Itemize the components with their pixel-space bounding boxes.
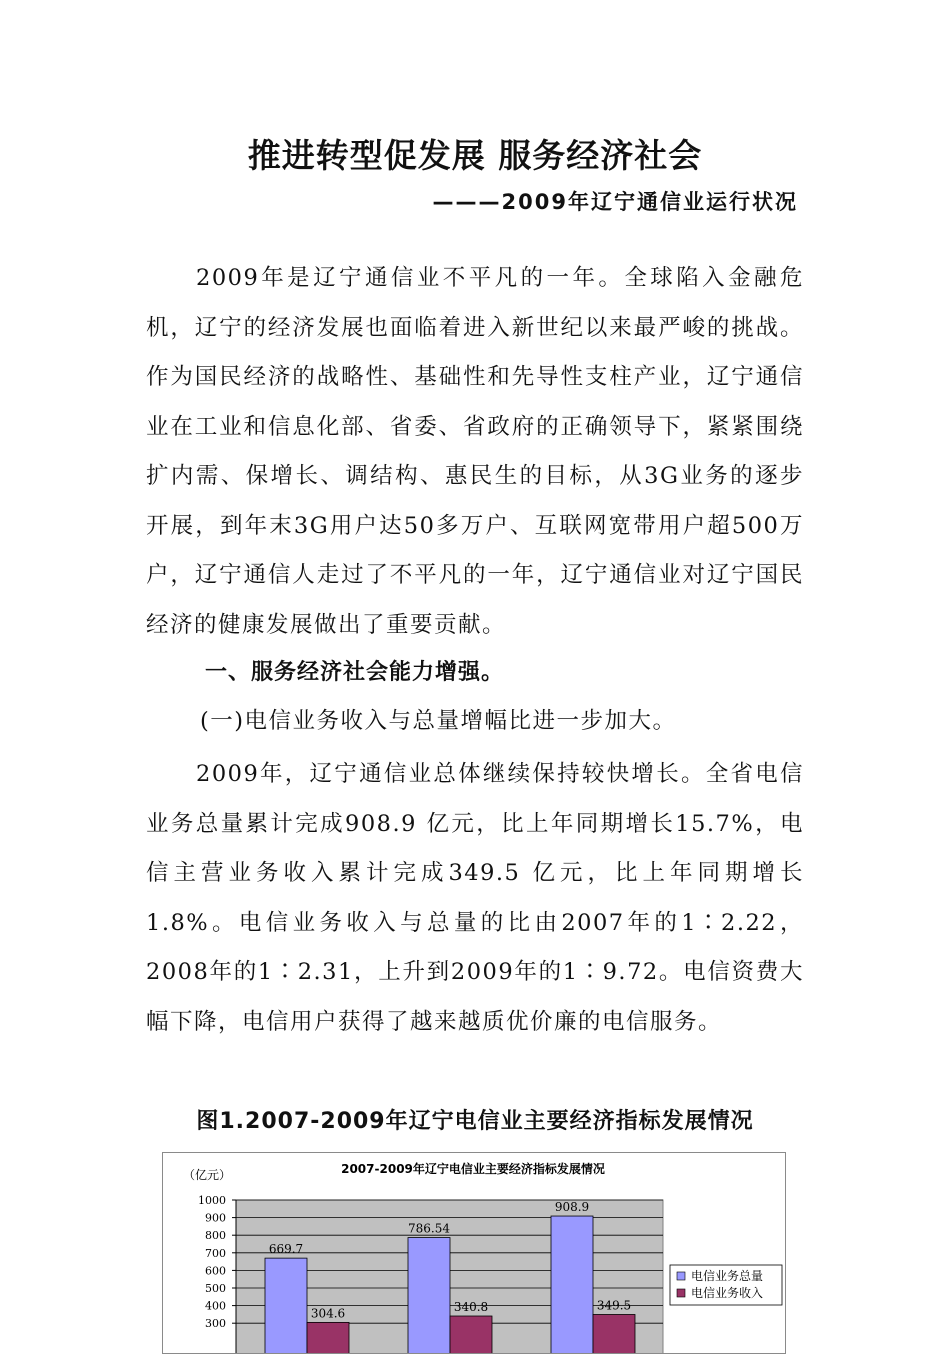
section-heading: 一、服务经济社会能力增强。 xyxy=(205,660,505,685)
subsection-heading: (一)电信业务收入与总量增幅比进一步加大。 xyxy=(200,708,677,734)
body-paragraph: 2009年，辽宁通信业总体继续保持较快增长。全省电信业务总量累计完成908.9 亿元，比上年同期增长15.7%，电信主营业务收入累计完成349.5 亿元，比上年同期增长1.8%。电信业务收入与总量的比由2007年的1∶2.22，2008年的1∶2.31，上升到2009年的1∶9.72。电信资费大幅下降，电信用户获得了越来越质优价廉的电信服务。 xyxy=(146,761,804,1035)
y-tick-label: 400 xyxy=(205,1299,226,1313)
legend-label: 电信业务总量 xyxy=(691,1269,764,1283)
y-tick-label: 500 xyxy=(205,1282,226,1295)
data-label: 669.7 xyxy=(268,1242,304,1257)
data-label: 304.6 xyxy=(310,1306,346,1321)
chart-title: 2007-2009年辽宁电信业主要经济指标发展情况 xyxy=(341,1162,605,1176)
y-tick-label: 600 xyxy=(205,1264,226,1278)
data-label: 786.54 xyxy=(408,1221,450,1236)
y-tick-label: 800 xyxy=(205,1229,226,1243)
bar-chart xyxy=(163,1153,785,1353)
y-tick-label: 700 xyxy=(205,1246,226,1260)
bar-total xyxy=(408,1238,450,1353)
bar-revenue xyxy=(593,1314,635,1353)
figure-caption: 图1.2007-2009年辽宁电信业主要经济指标发展情况 xyxy=(196,1109,754,1134)
legend-swatch xyxy=(677,1272,685,1280)
legend-label: 电信业务收入 xyxy=(691,1286,764,1300)
document-subtitle: ———2009年辽宁通信业运行状况 xyxy=(432,190,798,214)
legend-swatch xyxy=(677,1289,685,1297)
data-label: 908.9 xyxy=(554,1200,590,1215)
intro-paragraph: 2009年是辽宁通信业不平凡的一年。全球陷入金融危机，辽宁的经济发展也面临着进入新世纪以来最严峻的挑战。作为国民经济的战略性、基础性和先导性支柱产业，辽宁通信业在工业和信息化部、省委、省政府的正确领导下，紧紧围绕扩内需、保增长、调结构、惠民生的目标，从3G业务的逐步开展，到年末3G用户达50多万户、互联网宽带用户超500万户，辽宁通信人走过了不平凡的一年，辽宁通信业对辽宁国民经济的健康发展做出了重要贡献。 xyxy=(146,265,804,638)
document-title: 推进转型促发展 服务经济社会 xyxy=(247,136,703,175)
bar-revenue xyxy=(307,1322,349,1353)
y-tick-label: 1000 xyxy=(198,1194,226,1207)
y-tick-label: 300 xyxy=(205,1317,226,1331)
bar-revenue xyxy=(450,1316,492,1353)
chart-container xyxy=(162,1152,786,1354)
data-label: 340.8 xyxy=(453,1300,489,1315)
data-label: 349.5 xyxy=(596,1298,632,1313)
y-axis-label: （亿元） xyxy=(183,1168,232,1182)
bar-total xyxy=(551,1216,593,1353)
y-tick-label: 900 xyxy=(205,1211,226,1225)
bar-total xyxy=(265,1258,307,1353)
